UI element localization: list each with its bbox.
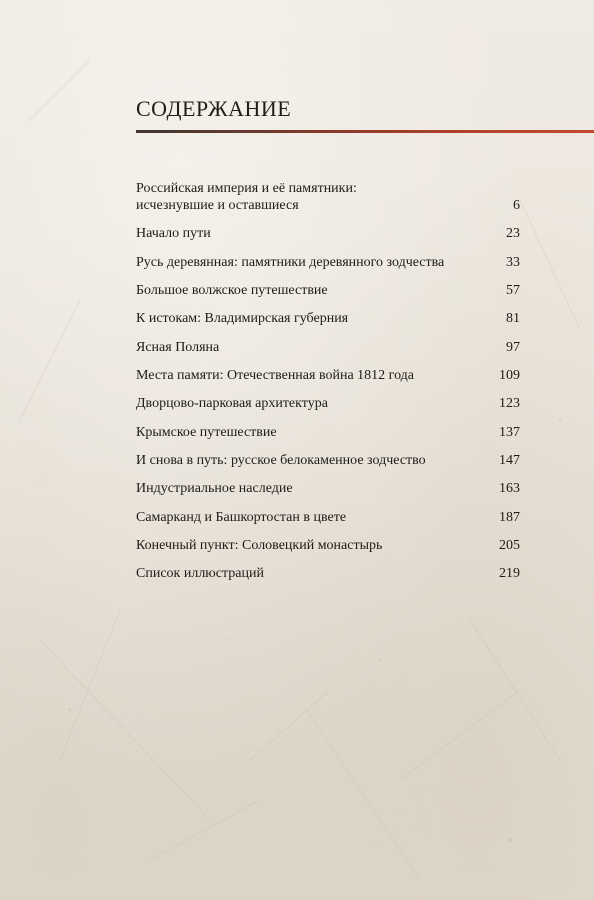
toc-entry-title-line: Ясная Поляна [136, 339, 220, 355]
toc-entry-title-line: К истокам: Владимирская губерния [136, 311, 349, 327]
toc-entry[interactable] [136, 480, 520, 497]
toc-entry-title-line: И снова в путь: русское белокаменное зодчество [136, 453, 426, 469]
toc-entry-title [136, 339, 219, 356]
toc-entry-title [136, 565, 264, 582]
toc-entry[interactable] [136, 282, 520, 299]
toc-entry-title [136, 254, 444, 271]
toc-entry[interactable] [136, 537, 520, 554]
toc-entry-title-line: Большое волжское путешествие [136, 283, 328, 299]
toc-entry-title-line: исчезнувшие и оставшиеся [136, 198, 299, 213]
toc-entry[interactable] [136, 225, 520, 242]
toc-entry[interactable] [136, 254, 520, 271]
toc-entry-title [136, 180, 357, 214]
toc-entry-page: 137 [499, 424, 520, 440]
table-of-contents [136, 180, 520, 594]
toc-entry-title [136, 367, 414, 384]
toc-entry-page: 147 [499, 453, 520, 469]
toc-entry[interactable] [136, 509, 520, 526]
toc-entry-title [136, 395, 328, 412]
title-divider [136, 130, 594, 133]
toc-entry-title-line: Русь деревянная: памятники деревянного зодчества [136, 254, 445, 270]
toc-entry[interactable] [136, 395, 520, 412]
toc-entry-title-line: Самарканд и Башкортостан в цвете [136, 509, 347, 525]
toc-entry[interactable] [136, 367, 520, 384]
toc-entry-page: 123 [499, 396, 520, 412]
toc-entry-page: 6 [513, 198, 520, 213]
toc-entry-title [136, 282, 328, 299]
toc-entry-title-line: Конечный пункт: Соловецкий монастырь [136, 538, 383, 554]
toc-entry-title-line: Начало пути [136, 226, 211, 242]
toc-entry-page: 81 [506, 311, 520, 327]
toc-entry-title-line: Российская империя и её памятники: [136, 181, 357, 196]
toc-entry-page: 219 [499, 566, 520, 582]
toc-entry-title [136, 509, 346, 526]
toc-entry-title-line: Список иллюстраций [136, 566, 264, 582]
toc-entry[interactable] [136, 424, 520, 441]
toc-entry[interactable] [136, 180, 520, 214]
toc-entry-page: 23 [506, 226, 520, 242]
toc-entry-title [136, 452, 426, 469]
toc-entry-page: 97 [506, 339, 520, 355]
toc-entry-page: 109 [499, 368, 520, 384]
toc-entry[interactable] [136, 565, 520, 582]
toc-entry-title [136, 480, 293, 497]
toc-entry-title [136, 225, 211, 242]
toc-entry[interactable] [136, 452, 520, 469]
toc-entry-title-line: Дворцово-парковая архитектура [136, 396, 328, 412]
toc-entry-title [136, 537, 382, 554]
toc-entry-title [136, 424, 277, 441]
toc-entry[interactable] [136, 339, 520, 356]
toc-entry-page: 57 [506, 283, 520, 299]
toc-entry-title [136, 310, 348, 327]
toc-entry-page: 205 [499, 538, 520, 554]
toc-entry-title-line: Крымское путешествие [136, 424, 277, 440]
toc-entry-title-line: Места памяти: Отечественная война 1812 года [136, 368, 414, 384]
page-title: СОДЕРЖАНИЕ [136, 96, 292, 121]
toc-entry-title-line: Индустриальное наследие [136, 481, 293, 497]
toc-entry-page: 33 [506, 254, 520, 270]
toc-entry[interactable] [136, 310, 520, 327]
toc-entry-page: 163 [499, 481, 520, 497]
toc-entry-page: 187 [499, 509, 520, 525]
